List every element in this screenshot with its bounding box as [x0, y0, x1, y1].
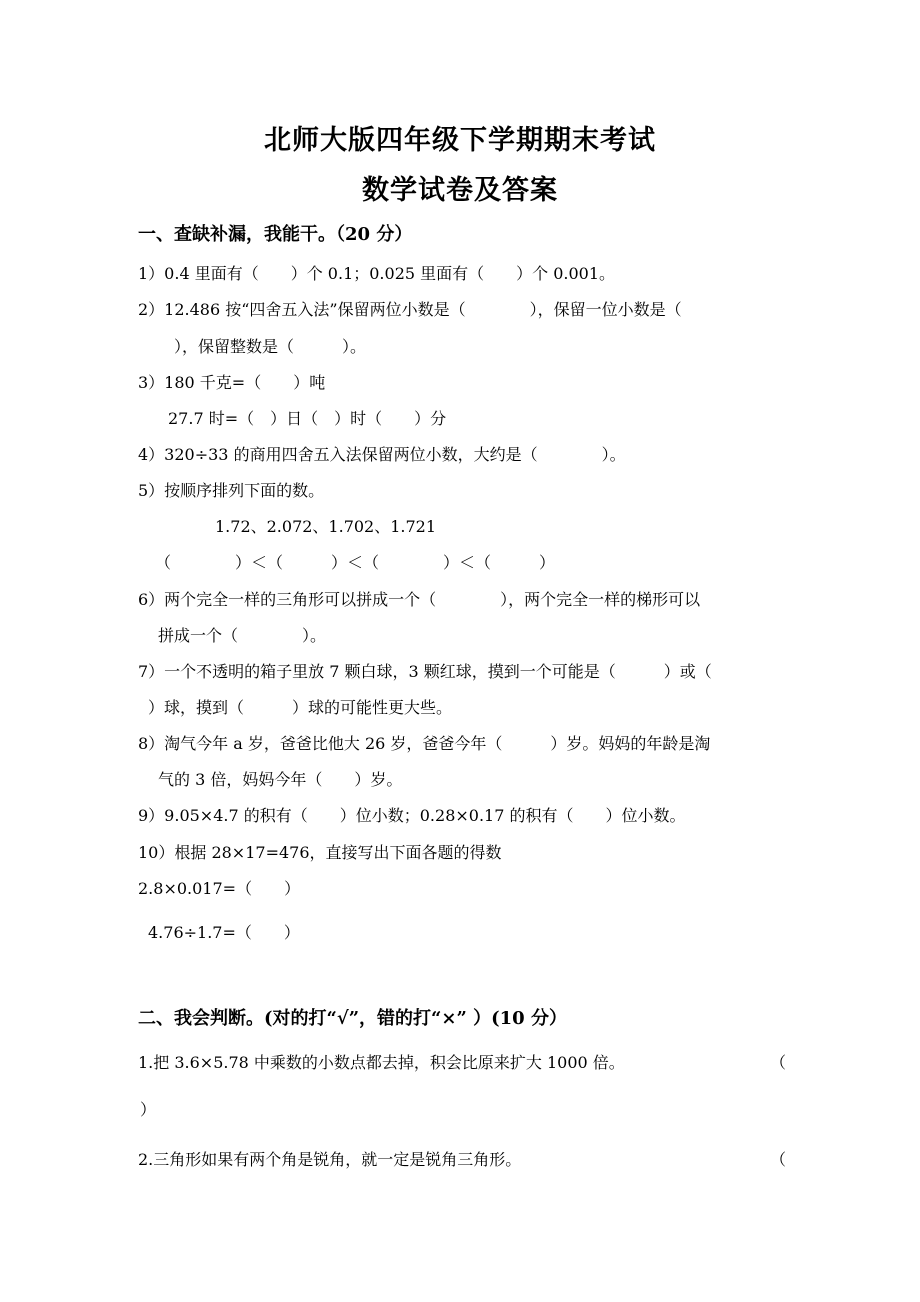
ordering-blanks: （ ）＜（ ）＜（ ）＜（ ）: [155, 553, 556, 572]
question-line: 9）9.05×4.7 的积有（ ）位小数；0.28×0.17 的积有（ ）位小数。: [138, 806, 686, 825]
calc-line: 4.76÷1.7=（ ）: [148, 923, 300, 942]
answer-bracket-open: （: [770, 1053, 787, 1072]
question-line: ）球，摸到（ ）球的可能性更大些。: [148, 698, 453, 717]
question-line: 10）根据 28×17=476，直接写出下面各题的得数: [138, 843, 502, 862]
question-line: 6）两个完全一样的三角形可以拼成一个（ ），两个完全一样的梯形可以: [138, 590, 701, 609]
exam-subtitle: 数学试卷及答案: [362, 175, 558, 206]
exam-title: 北师大版四年级下学期期末考试: [264, 125, 656, 156]
question-line: 拼成一个（ ）。: [158, 626, 327, 645]
question-line: 5）按顺序排列下面的数。: [138, 481, 325, 500]
question-line: ），保留整数是（ ）。: [158, 337, 367, 356]
question-line: 4）320÷33 的商用四舍五入法保留两位小数，大约是（ ）。: [138, 445, 626, 464]
question-line: 2）12.486 按“四舍五入法”保留两位小数是（ ），保留一位小数是（: [138, 300, 682, 319]
question-line: 1）0.4 里面有（ ）个 0.1；0.025 里面有（ ）个 0.001。: [138, 264, 616, 283]
question-line: 气的 3 倍，妈妈今年（ ）岁。: [158, 770, 403, 789]
question-line: 8）淘气今年 a 岁，爸爸比他大 26 岁，爸爸今年（ ）岁。妈妈的年龄是淘: [138, 734, 711, 753]
calc-line: 2.8×0.017=（ ）: [138, 879, 301, 898]
section-2-heading: 二、我会判断。(对的打“√”，错的打“×” ）(10 分）: [138, 1008, 567, 1029]
section-1-heading: 一、查缺补漏，我能干。（20 分）: [138, 224, 413, 245]
number-list: 1.72、2.072、1.702、1.721: [215, 517, 437, 536]
question-line: 27.7 时=（ ）日（ ）时（ ）分: [168, 409, 447, 428]
question-line: 3）180 千克=（ ）吨: [138, 373, 326, 392]
judgement-item: 2.三角形如果有两个角是锐角，就一定是锐角三角形。: [138, 1150, 522, 1169]
judgement-item: 1.把 3.6×5.78 中乘数的小数点都去掉，积会比原来扩大 1000 倍。: [138, 1053, 625, 1072]
question-line: 7）一个不透明的箱子里放 7 颗白球，3 颗红球，摸到一个可能是（ ）或（: [138, 662, 712, 681]
answer-bracket-open: （: [770, 1150, 787, 1169]
answer-bracket-close: ）: [140, 1100, 157, 1119]
